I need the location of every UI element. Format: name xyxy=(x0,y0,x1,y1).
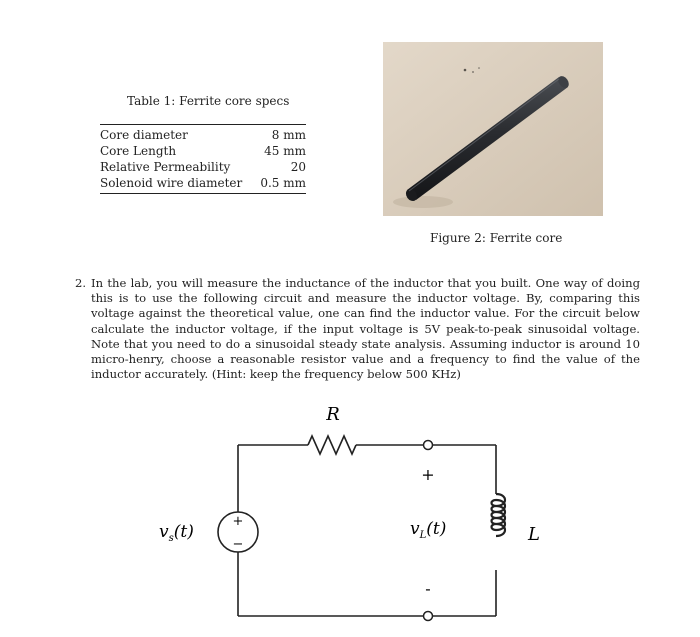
problem-text: In the lab, you will measure the inductance of the inductor that you built. One way of doing this is to use the following circuit and measure the inductor voltage. By, comparing this voltage against the theoretical value, one can find the inductor value. For the circuit below calculate the inductor voltage, if the input voltage is 5V peak-to-peak sinusoidal voltage. Note that you need to do a sinusoidal steady state analysis. Assuming inductor is around 10 micro-henry, choose a reasonable resistor value and a frequency to find the value of the inductor accurately. (Hint: keep the frequency below 500 KHz) xyxy=(91,276,640,382)
source-voltage-label xyxy=(159,522,194,544)
table-caption: Table 1: Ferrite core specs xyxy=(127,94,290,108)
problem-2 xyxy=(75,276,640,382)
source-subscript: s xyxy=(168,533,174,544)
table-row xyxy=(100,143,306,159)
terminal-top xyxy=(424,441,433,450)
figure-caption: Figure 2: Ferrite core xyxy=(430,231,563,245)
row-label: Relative Permeability xyxy=(100,160,231,174)
row-value: 0.5 mm xyxy=(260,176,306,190)
row-label: Core diameter xyxy=(100,128,188,142)
ferrite-rod-illustration xyxy=(383,42,603,216)
row-label: Core Length xyxy=(100,144,177,158)
resistor-symbol xyxy=(308,436,356,454)
ferrite-core-photo xyxy=(383,42,603,216)
source-minus-sign: − xyxy=(232,537,244,552)
rl-circuit-diagram xyxy=(140,398,570,628)
table-row xyxy=(100,175,306,194)
row-value: 8 mm xyxy=(271,128,306,142)
inductor-v: v xyxy=(410,519,420,539)
source-v: v xyxy=(159,522,169,542)
inductor-arg: (t) xyxy=(426,519,447,539)
table-row xyxy=(100,125,306,144)
inductor-voltage-label xyxy=(410,519,446,541)
row-label: Solenoid wire diameter xyxy=(100,176,243,190)
minus-sign: - xyxy=(425,579,431,598)
problem-number: 2. xyxy=(75,276,87,290)
table-row xyxy=(100,159,306,175)
source-plus-sign: + xyxy=(232,514,244,529)
row-value: 20 xyxy=(290,160,306,174)
inductor-subscript: L xyxy=(419,530,427,541)
resistor-label: R xyxy=(326,404,340,425)
terminal-bottom xyxy=(424,612,433,621)
row-value: 45 mm xyxy=(264,144,306,158)
source-arg: (t) xyxy=(173,522,194,542)
ferrite-spec-table xyxy=(100,124,306,194)
inductor-symbol xyxy=(492,494,506,536)
inductor-label: L xyxy=(528,524,540,545)
plus-sign: + xyxy=(421,465,435,484)
